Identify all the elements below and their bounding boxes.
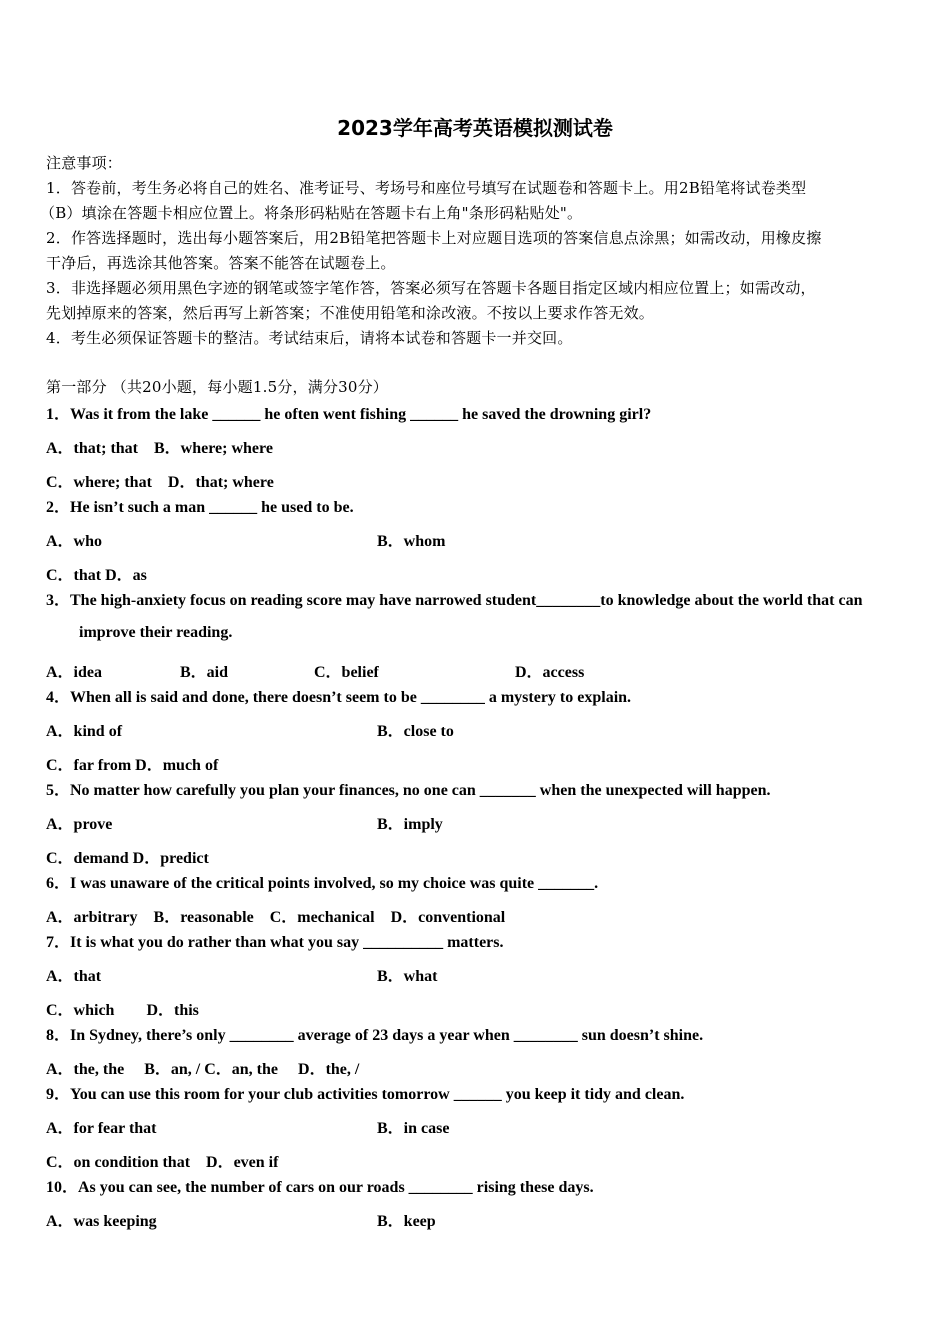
notice-line: 先划掉原来的答案，然后再写上新答案；不准使用铅笔和涂改液。不按以上要求作答无效。	[46, 304, 655, 322]
option-row: A．that; that B．where; where	[46, 440, 273, 457]
option-a: A．for fear that	[46, 1120, 157, 1137]
option-a: A．kind of	[46, 723, 123, 740]
section-heading: 第一部分 （共20小题，每小题1.5分，满分30分）	[46, 378, 388, 396]
option-b: B．what	[377, 968, 438, 985]
option-b: B．close to	[377, 723, 454, 740]
option-b: B．whom	[377, 533, 446, 550]
notice-line: 1．答卷前，考生务必将自己的姓名、准考证号、考场号和座位号填写在试题卷和答题卡上。用2B铅笔将试卷类型	[46, 179, 807, 197]
option-cd: C．far from D．much of	[46, 757, 219, 774]
option-b: B．in case	[377, 1120, 450, 1137]
option-b: B．imply	[377, 816, 443, 833]
question-stem: 2．He isn’t such a man ______ he used to be.	[46, 499, 354, 516]
question-stem: 1．Was it from the lake ______ he often went fishing ______ he saved the drowning girl?	[46, 406, 652, 423]
option-a: A．who	[46, 533, 103, 550]
question-stem: 6．I was unaware of the critical points involved, so my choice was quite _______.	[46, 875, 599, 892]
notice-line: 2．作答选择题时，选出每小题答案后，用2B铅笔把答题卡上对应题目选项的答案信息点涂黑；如需改动，用橡皮擦	[46, 229, 822, 247]
option-cd: C．that D．as	[46, 567, 147, 584]
option-a: A．idea	[46, 664, 103, 681]
page-title: 2023学年高考英语模拟测试卷	[337, 116, 613, 140]
option-cd: C．on condition that D．even if	[46, 1154, 279, 1171]
option-row: A．arbitrary B．reasonable C．mechanical D．conventional	[46, 909, 506, 926]
option-a: A．was keeping	[46, 1213, 157, 1230]
notice-heading: 注意事项：	[46, 154, 123, 172]
question-stem: 3．The high-anxiety focus on reading score may have narrowed student________to knowledge about the world that can	[46, 592, 863, 609]
question-stem: 10．As you can see, the number of cars on our roads ________ rising these days.	[46, 1179, 594, 1196]
option-c: C．belief	[314, 664, 379, 681]
notice-line: 干净后，再选涂其他答案。答案不能答在试题卷上。	[46, 254, 396, 272]
option-b: B．keep	[377, 1213, 436, 1230]
question-stem-continued: improve their reading.	[79, 624, 233, 641]
option-cd: C．demand D．predict	[46, 850, 209, 867]
option-b: B．aid	[180, 664, 229, 681]
question-stem: 8．In Sydney, there’s only ________ average of 23 days a year when ________ sun doesn’t shine.	[46, 1027, 704, 1044]
option-a: A．prove	[46, 816, 113, 833]
option-row: C．where; that D．that; where	[46, 474, 274, 491]
option-a: A．that	[46, 968, 102, 985]
question-stem: 9．You can use this room for your club activities tomorrow ______ you keep it tidy and clean.	[46, 1086, 685, 1103]
question-stem: 4．When all is said and done, there doesn’t seem to be ________ a mystery to explain.	[46, 689, 632, 706]
question-stem: 5．No matter how carefully you plan your finances, no one can _______ when the unexpected will happen.	[46, 782, 771, 799]
option-row: A．the, the B．an, / C．an, the D．the, /	[46, 1061, 360, 1078]
notice-line: 3．非选择题必须用黑色字迹的钢笔或签字笔作答，答案必须写在答题卡各题目指定区域内相应位置上；如需改动，	[46, 279, 816, 297]
option-cd: C．which D．this	[46, 1002, 199, 1019]
question-stem: 7．It is what you do rather than what you say __________ matters.	[46, 934, 504, 951]
notice-line: （B）填涂在答题卡相应位置上。将条形码粘贴在答题卡右上角"条形码粘贴处"。	[40, 204, 583, 222]
option-d: D．access	[515, 664, 585, 681]
notice-line: 4．考生必须保证答题卡的整洁。考试结束后，请将本试卷和答题卡一并交回。	[46, 329, 573, 347]
